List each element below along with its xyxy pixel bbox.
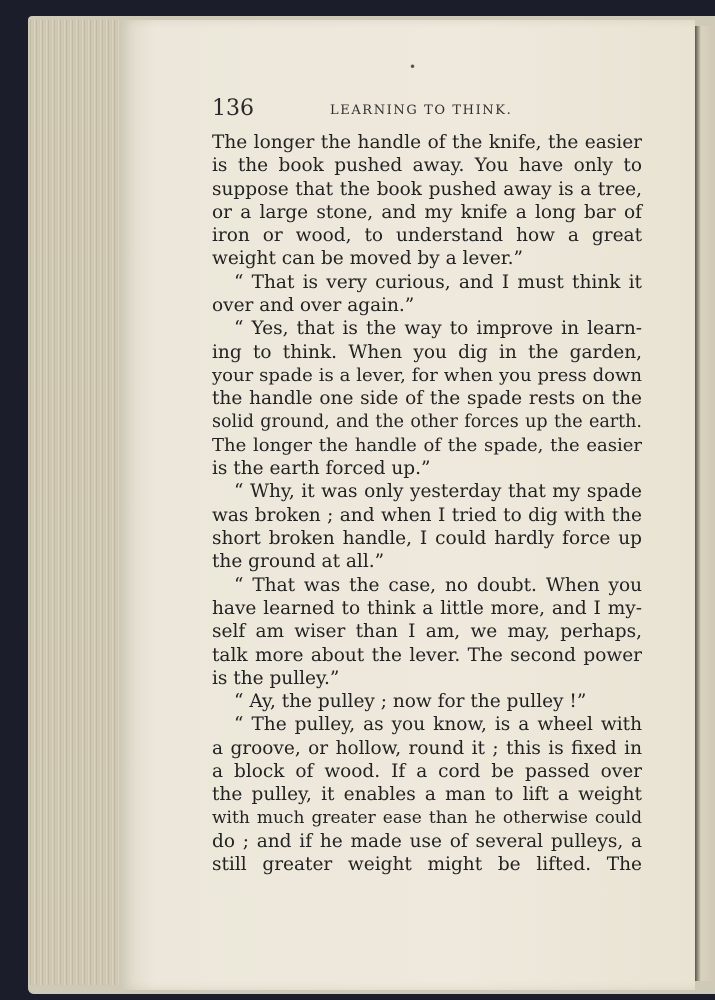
body-text xyxy=(212,131,642,877)
text-line: solid ground, and the other forces up the earth. xyxy=(212,411,642,432)
text-line: weight can be moved by a lever.” xyxy=(212,248,523,270)
text-line: the pulley, it enables a man to lift a weight xyxy=(212,784,642,806)
text-line: is the book pushed away. You have only to xyxy=(212,155,642,177)
page-header xyxy=(212,96,642,126)
text-line: was broken ; and when I tried to dig with the xyxy=(212,504,642,526)
running-head: LEARNING TO THINK. xyxy=(330,103,513,118)
text-line: the handle one side of the spade rests on the xyxy=(212,388,642,410)
facing-page-edge xyxy=(695,26,715,981)
text-line: is the pulley.” xyxy=(212,667,340,689)
page-stack-edges xyxy=(30,20,126,985)
page-number: 136 xyxy=(212,96,254,121)
text-line: your spade is a lever, for when you press down xyxy=(212,364,642,386)
text-line: a groove, or hollow, round it ; this is fixed in xyxy=(212,737,642,759)
text-line: “ Why, it was only yesterday that my spade xyxy=(234,481,642,503)
text-line: iron or wood, to understand how a great xyxy=(212,225,642,247)
text-line: talk more about the lever. The second power xyxy=(212,644,642,666)
text-line: “ Yes, that is the way to improve in learn- xyxy=(234,318,642,340)
text-line: suppose that the book pushed away is a tree, xyxy=(212,178,642,200)
ink-speck: • xyxy=(409,60,417,74)
text-line: self am wiser than I am, we may, perhaps, xyxy=(212,621,642,643)
text-line: have learned to think a little more, and I my- xyxy=(212,597,642,619)
text-line: “ The pulley, as you know, is a wheel with xyxy=(234,714,642,736)
text-line: do ; and if he made use of several pulleys, a xyxy=(212,830,642,852)
text-line: The longer the handle of the spade, the easier xyxy=(212,434,642,456)
text-line: “ That is very curious, and I must think it xyxy=(234,271,642,293)
text-line: The longer the handle of the knife, the easier xyxy=(212,132,642,153)
text-line: “ That was the case, no doubt. When you xyxy=(234,574,642,596)
text-line: with much greater ease than he otherwise could xyxy=(212,807,642,828)
text-line: is the earth forced up.” xyxy=(212,458,431,480)
text-line: a block of wood. If a cord be passed over xyxy=(212,761,642,783)
text-line: the ground at all.” xyxy=(212,551,385,573)
text-line: still greater weight might be lifted. The xyxy=(212,854,642,876)
text-line: ing to think. When you dig in the garden, xyxy=(212,341,642,363)
text-line: “ Ay, the pulley ; now for the pulley !” xyxy=(234,691,587,713)
text-line: or a large stone, and my knife a long bar of xyxy=(212,201,642,223)
text-line: over and over again.” xyxy=(212,295,415,317)
text-line: short broken handle, I could hardly force up xyxy=(212,528,642,550)
